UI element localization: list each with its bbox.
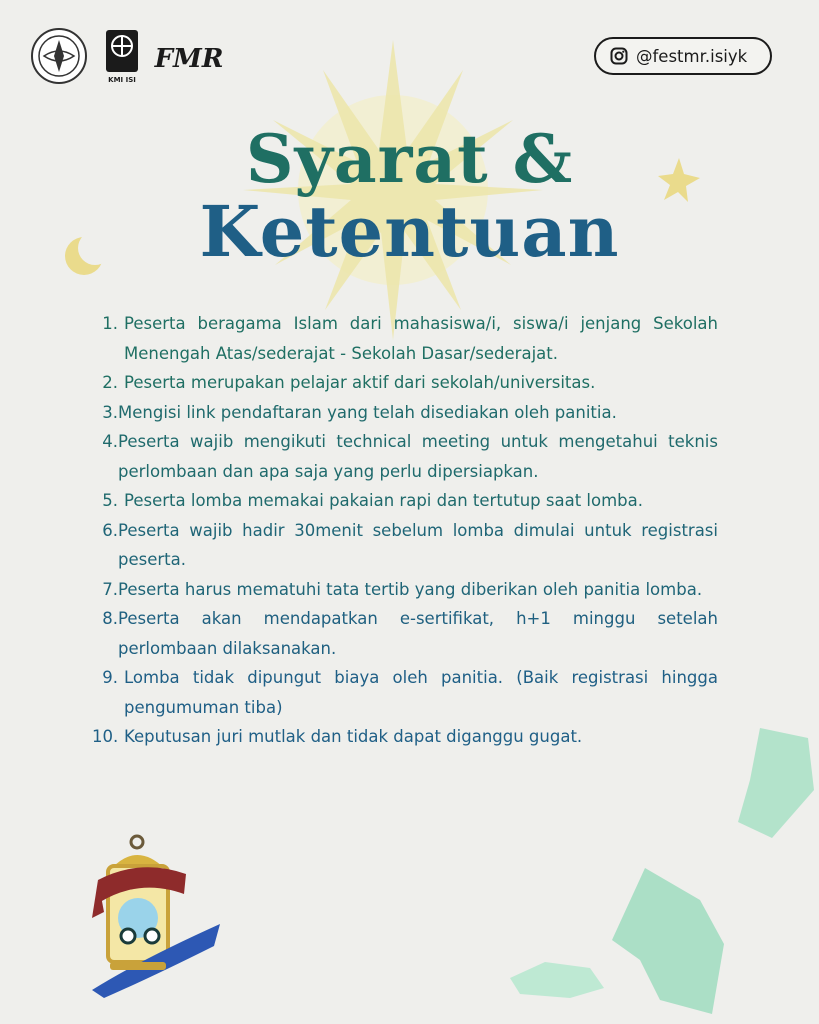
fmr-logo-text: FMR [154,44,224,74]
rule-text: Peserta lomba memakai pakaian rapi dan tertutup saat lomba. [124,491,644,510]
rule-item [98,368,718,398]
rules-list [92,309,718,752]
rule-number: 8. [102,609,118,628]
page-title-line-1: Syarat & [245,120,574,198]
fmr-logo [154,34,224,84]
isi-yogyakarta-logo [28,26,90,86]
rule-item [98,604,718,663]
instagram-handle-badge[interactable] [594,37,772,75]
page-title-line-2: Ketentuan [199,190,620,273]
rule-item [98,486,718,516]
instagram-handle-text: @festmr.isiyk [636,46,748,66]
rule-item [98,575,718,605]
rule-text: Peserta harus mematuhi tata tertib yang diberikan oleh panitia lomba. [118,579,703,599]
rule-number: 10. [92,727,119,746]
paper-sheet-decoration [738,728,814,838]
kmi-isi-label: KMI ISI [108,76,136,84]
lantern-mascot-decoration [92,836,220,998]
rule-number: 4. [102,432,118,451]
rule-number: 3. [102,402,118,422]
rule-number: 2. [102,373,118,392]
rule-item [98,309,718,368]
instagram-icon [610,47,628,65]
paper-sheet-decoration [612,868,724,1014]
rule-number: 1. [102,314,118,333]
rule-item [98,516,718,575]
rule-number: 9. [102,668,118,687]
paper-sheet-decoration [510,962,604,998]
kmi-isi-emblem-icon [104,28,140,74]
rule-number: 5. [102,491,118,510]
rule-text: Peserta beragama Islam dari mahasiswa/i, siswa/i jenjang Sekolah Menengah Atas/sederajat - Sekolah Dasar/sederajat. [124,314,718,363]
rule-text: Mengisi link pendaftaran yang telah disediakan oleh panitia. [118,402,617,422]
kmi-isi-logo [104,28,140,88]
rule-item [98,663,718,722]
rule-text: Peserta merupakan pelajar aktif dari sekolah/universitas. [124,373,596,392]
rule-item [98,398,718,428]
rule-text: Keputusan juri mutlak dan tidak dapat diganggu gugat. [124,727,583,746]
rule-item [92,722,718,752]
rule-item [98,427,718,486]
rule-text: Lomba tidak dipungut biaya oleh panitia. (Baik registrasi hingga pengumuman tiba) [124,668,718,717]
rule-number: 6. [102,520,118,540]
rule-text: Peserta akan mendapatkan e-sertifikat, h+1 minggu setelah perlombaan dilaksanakan. [118,609,718,658]
rule-text: Peserta wajib hadir 30menit sebelum lomba dimulai untuk registrasi peserta. [118,520,718,569]
rule-number: 7. [102,579,118,599]
rule-text: Peserta wajib mengikuti technical meeting untuk mengetahui teknis perlombaan dan apa saja yang perlu dipersiapkan. [118,432,718,481]
